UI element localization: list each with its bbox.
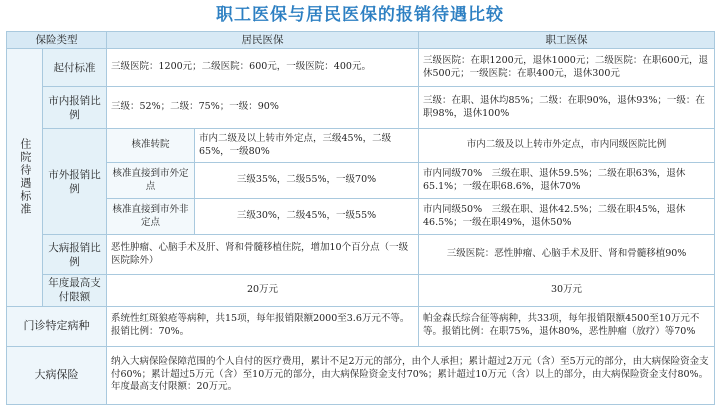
outside-resident: 市内二级及以上转市外定点，三级45%，二级65%，一级80% [195, 129, 419, 163]
serious-label: 大病报销比例 [43, 235, 107, 275]
city-employee: 三级：在职、退休均85%；二级：在职90%，退休93%；一级：在职98%，退休100% [419, 87, 715, 129]
critical-label: 大病保险 [7, 346, 107, 404]
outpatient-label: 门诊特定病种 [7, 306, 107, 346]
row-outside-nondesignated [7, 199, 715, 235]
critical-text: 纳入大病保险保障范围的个人自付的医疗费用，累计不足2万元的部分，由个人承担；累计超过2万元（含）至5万元的部分，由大病保险资金支付60%；累计超过5万元（含）至10万元的部分，由大病保险资金支付70%；累计超过10万元（含）以上的部分，由大病保险资金支付80%。年度最高支付限额：20万元。 [107, 346, 715, 404]
outpatient-employee: 帕金森氏综合征等病种，共33项，每年报销限额4500至10万元不等。报销比例：在职75%，退休80%，恶性肿瘤（放疗）等70% [419, 306, 715, 346]
outside-sub-label: 核准转院 [107, 129, 195, 163]
outside-employee: 市内同级50% 三级在职、退休42.5%；二级在职45%，退休46.5%；一级在职49%，退休50% [419, 199, 715, 235]
row-critical-insurance [7, 346, 715, 404]
header-resident: 居民医保 [107, 32, 419, 49]
row-annual-limit [7, 275, 715, 306]
city-label: 市内报销比例 [43, 87, 107, 129]
page-title: 职工医保与居民医保的报销待遇比较 [216, 5, 504, 25]
row-city-ratio [7, 87, 715, 129]
annual-label: 年度最高支付限额 [43, 275, 107, 306]
annual-resident: 20万元 [107, 275, 419, 306]
start-employee: 三级医院：在职1200元，退休1000元；二级医院：在职600元，退休500元；一级医院：在职400元，退休300元 [419, 49, 715, 87]
city-resident: 三级：52%；二级：75%；一级：90% [107, 87, 419, 129]
outside-resident: 三级30%，二级45%，一级55% [195, 199, 419, 235]
start-label: 起付标准 [43, 49, 107, 87]
header-row [7, 32, 715, 49]
inpatient-category [7, 49, 43, 306]
header-employee: 职工医保 [419, 32, 715, 49]
comparison-table [6, 31, 715, 405]
row-outpatient [7, 306, 715, 346]
row-start-standard [7, 49, 715, 87]
row-outside-transfer [7, 129, 715, 163]
annual-employee: 30万元 [419, 275, 715, 306]
serious-employee: 三级医院：恶性肿瘤、心脑手术及肝、肾和骨髓移植90% [419, 235, 715, 275]
outside-sub-label: 核准直接到市外非定点 [107, 199, 195, 235]
serious-resident: 恶性肿瘤、心脑手术及肝、肾和骨髓移植住院，增加10个百分点（一级医院除外） [107, 235, 419, 275]
outside-label: 市外报销比例 [43, 129, 107, 235]
outside-employee: 市内二级及以上转市外定点，市内同级医院比例 [419, 129, 715, 163]
outpatient-resident: 系统性红斑狼疮等病种，共15项，每年报销限额2000至3.6万元不等。报销比例：70%。 [107, 306, 419, 346]
row-serious-illness [7, 235, 715, 275]
header-type: 保险类型 [7, 32, 107, 49]
outside-sub-label: 核准直接到市外定点 [107, 163, 195, 199]
row-outside-designated [7, 163, 715, 199]
outside-employee: 市内同级70% 三级在职、退休59.5%；二级在职63%，退休65.1%；一级在职68.6%，退休70% [419, 163, 715, 199]
outside-resident: 三级35%，二级55%，一级70% [195, 163, 419, 199]
inpatient-label: 住院待遇标准 [18, 138, 32, 217]
start-resident: 三级医院：1200元；二级医院：600元，一级医院：400元。 [107, 49, 419, 87]
